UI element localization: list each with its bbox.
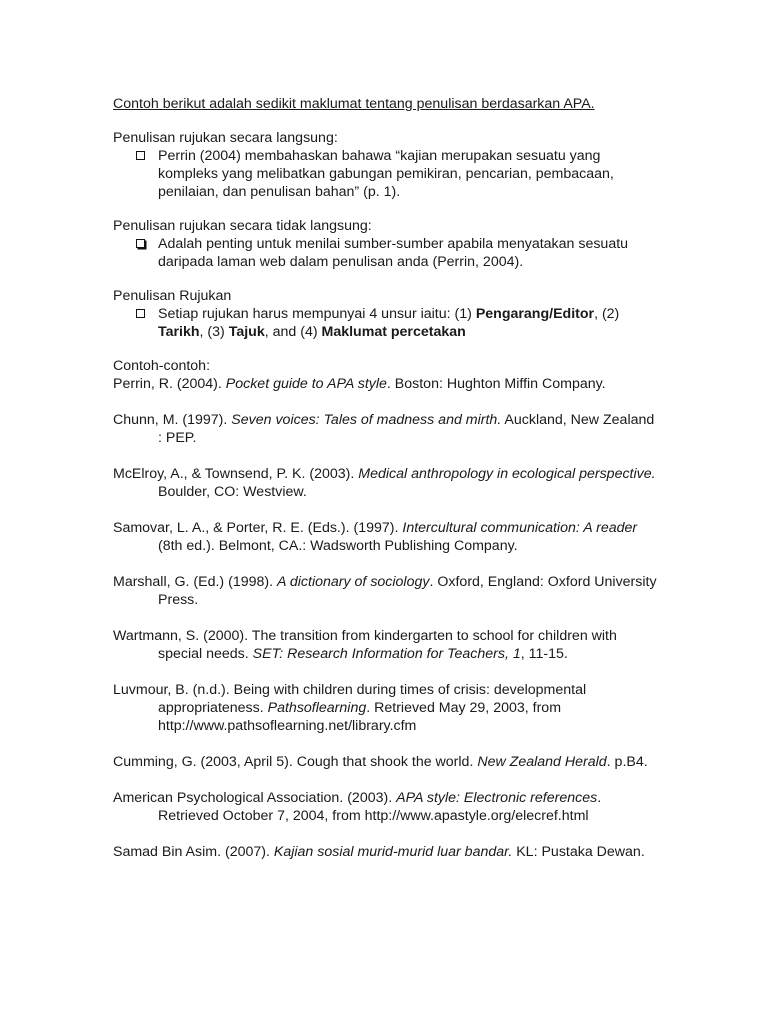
ref-text: Cumming, G. (2003, April 5). Cough that shook the world.	[113, 754, 478, 770]
bullet-item-elements	[113, 305, 658, 341]
bullet-text-part: , (3)	[199, 324, 229, 340]
reference-entry	[113, 789, 658, 825]
bold-term: Maklumat percetakan	[321, 324, 466, 340]
bold-term: Tarikh	[158, 324, 200, 340]
ref-text: (8th ed.). Belmont, CA.: Wadsworth Publishing Company.	[158, 538, 518, 554]
section-heading-references: Penulisan Rujukan	[113, 288, 232, 304]
bullet-text-part: Setiap rujukan harus mempunyai 4 unsur iaitu: (1)	[158, 306, 476, 322]
page-title: Contoh berikut adalah sedikit maklumat tentang penulisan berdasarkan APA.	[113, 96, 595, 112]
bullet-text-part: , (2)	[594, 306, 620, 322]
ref-text: Boulder, CO: Westview.	[158, 484, 307, 500]
ref-text: . Retrieved October 7, 2004, from http://www.apastyle.org/elecref.html	[158, 790, 602, 824]
reference-entry	[113, 465, 658, 501]
reference-entry	[113, 573, 658, 609]
section-heading-direct: Penulisan rujukan secara langsung:	[113, 130, 338, 146]
bullet-item-direct	[113, 147, 658, 201]
ref-text: , 11-15.	[520, 646, 568, 662]
bullet-text-part: , and (4)	[264, 324, 322, 340]
reference-entry	[113, 843, 658, 861]
ref-text: . p.B4.	[606, 754, 648, 770]
ref-text: Samad Bin Asim. (2007).	[113, 844, 274, 860]
ref-title: A dictionary of sociology	[277, 574, 430, 590]
section-heading-indirect: Penulisan rujukan secara tidak langsung:	[113, 218, 372, 234]
ref-text: Marshall, G. (Ed.) (1998).	[113, 574, 277, 590]
ref-text: . Boston: Hughton Miffin Company.	[386, 376, 606, 392]
ref-title: Pocket guide to APA style	[225, 376, 387, 392]
ref-title: SET: Research Information for Teachers, 1	[252, 646, 521, 662]
reference-entry	[113, 753, 658, 771]
ref-text: McElroy, A., & Townsend, P. K. (2003).	[113, 466, 359, 482]
checkbox-icon	[136, 309, 145, 318]
checkbox-icon	[136, 151, 145, 160]
document-body	[113, 95, 658, 879]
reference-entry	[113, 519, 658, 555]
reference-entry	[113, 627, 658, 663]
ref-text: American Psychological Association. (2003).	[113, 790, 397, 806]
ref-text: . Oxford, England: Oxford University Press.	[158, 574, 657, 608]
ref-text: Auckland, New Zealand : PEP.	[158, 412, 655, 446]
bullet-text: Perrin (2004) membahaskan bahawa “kajian merupakan sesuatu yang kompleks yang melibatkan gabungan pemikiran, pencarian, pembacaan, penilaian, dan penulisan bahan” (p. 1).	[158, 148, 614, 200]
bullet-text: Adalah penting untuk menilai sumber-sumber apabila menyatakan sesuatu daripada laman web dalam penulisan anda (Perrin, 2004).	[158, 236, 629, 270]
ref-title: APA style: Electronic references	[396, 790, 598, 806]
examples-heading: Contoh-contoh:	[113, 358, 211, 374]
ref-title: Medical anthropology in ecological perspective.	[358, 466, 656, 482]
reference-entry	[113, 375, 658, 393]
ref-title: Seven voices: Tales of madness and mirth.	[231, 412, 502, 428]
reference-entry	[113, 411, 658, 447]
bold-term: Pengarang/Editor	[475, 306, 595, 322]
ref-text: Perrin, R. (2004).	[113, 376, 226, 392]
shadowed-checkbox-icon	[136, 239, 145, 248]
ref-text: Luvmour, B. (n.d.). Being with children during times of crisis: developmental appropriateness.	[113, 682, 587, 716]
ref-text: Chunn, M. (1997).	[113, 412, 232, 428]
ref-text: . Retrieved May 29, 2003, from http://www.pathsoflearning.net/library.cfm	[158, 700, 562, 734]
ref-title: Pathsoflearning	[267, 700, 367, 716]
ref-text: Samovar, L. A., & Porter, R. E. (Eds.). (1997).	[113, 520, 403, 536]
reference-entry	[113, 681, 658, 735]
ref-title: Kajian sosial murid-murid luar bandar.	[273, 844, 513, 860]
ref-title: New Zealand Herald	[477, 754, 607, 770]
ref-text: KL: Pustaka Dewan.	[512, 844, 645, 860]
ref-title: Intercultural communication: A reader	[402, 520, 638, 536]
bullet-item-indirect	[113, 235, 658, 271]
ref-text: Wartmann, S. (2000). The transition from kindergarten to school for children with special needs.	[113, 628, 617, 662]
bold-term: Tajuk	[228, 324, 265, 340]
